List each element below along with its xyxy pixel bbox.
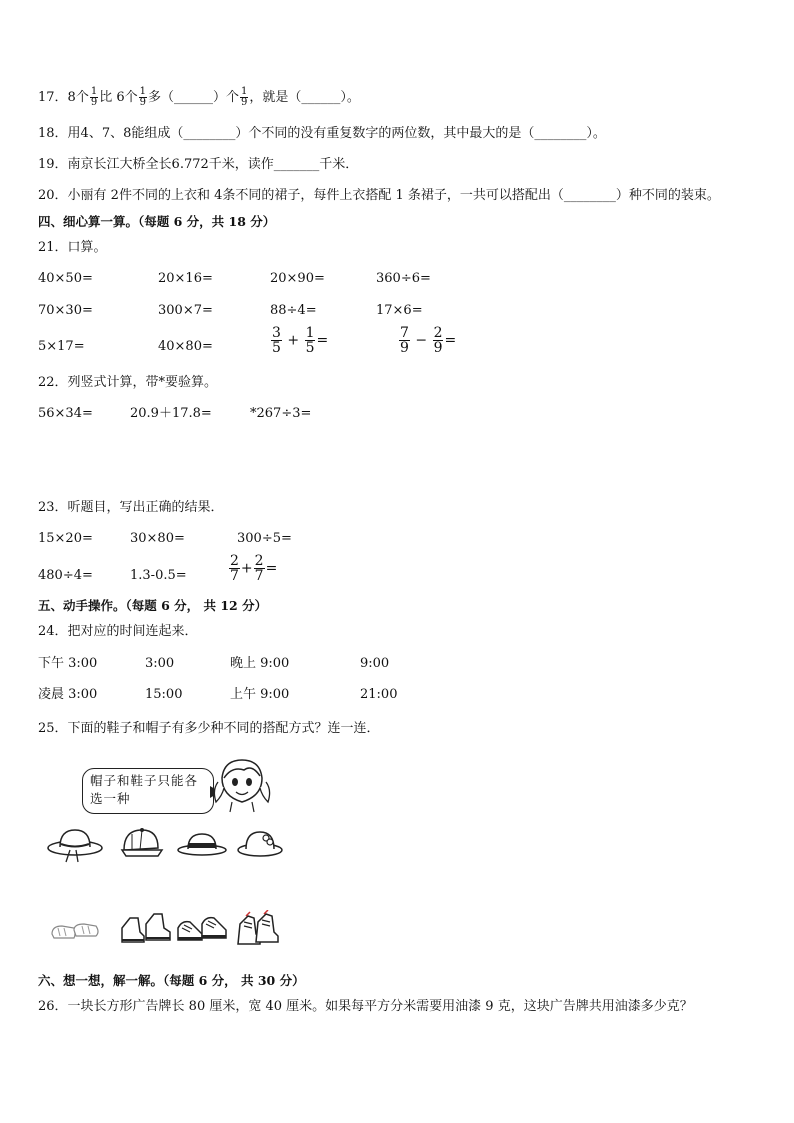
numerator: 1 <box>139 86 146 97</box>
calc-item: 70×30= <box>38 303 93 318</box>
sandal-shoes-icon <box>48 916 102 944</box>
calc-item: 300×7= <box>158 303 213 318</box>
q17-part-b: 比 6个 <box>99 90 138 105</box>
fraction <box>399 326 410 355</box>
calc-item: 1.3-0.5= <box>130 568 187 583</box>
denominator: 7 <box>254 568 264 584</box>
numerator: 2 <box>254 553 264 569</box>
time-item: 3:00 <box>145 656 175 671</box>
numerator: 1 <box>241 86 248 97</box>
calc-item: 40×80= <box>158 339 213 354</box>
q24-title: 24．把对应的时间连起来． <box>38 624 198 639</box>
q23-title: 23．听题目，写出正确的结果． <box>38 500 224 515</box>
q19-text: 19．南京长江大桥全长6.772千米，读作_______千米． <box>38 157 359 172</box>
fraction <box>271 326 282 355</box>
time-item: 21:00 <box>360 687 398 702</box>
boots-icon <box>118 910 172 946</box>
denominator: 9 <box>241 97 248 108</box>
numerator: 2 <box>433 325 443 341</box>
fraction <box>254 554 265 583</box>
section-4-title: 四、细心算一算。（每题 6 分，共 18 分） <box>38 214 276 229</box>
time-item: 9:00 <box>360 656 390 671</box>
numerator: 3 <box>272 325 281 341</box>
q25-title: 25．下面的鞋子和帽子有多少种不同的搭配方式？连一连． <box>38 721 380 736</box>
baseball-cap-icon <box>118 824 166 860</box>
equals: = <box>265 560 278 577</box>
time-item: 下午 3:00 <box>38 656 98 671</box>
numerator: 7 <box>400 325 409 341</box>
denominator: 9 <box>90 97 98 108</box>
fraction-expression <box>270 326 328 355</box>
fraction <box>139 87 147 108</box>
numerator: 1 <box>305 325 315 341</box>
q17-part-e: ，就是（ <box>249 90 302 105</box>
time-item: 15:00 <box>145 687 183 702</box>
calc-item: 5×17= <box>38 339 85 354</box>
calc-item: 56×34= <box>38 406 93 421</box>
denominator: 7 <box>230 568 239 584</box>
girl-face-icon <box>212 756 272 814</box>
fraction-expression <box>228 554 277 583</box>
calc-item: 20.9＋17.8= <box>130 406 212 421</box>
high-top-shoes-icon <box>236 910 280 948</box>
fraction <box>240 87 248 108</box>
denominator: 9 <box>139 97 146 108</box>
answer-blank[interactable]: ______ <box>301 90 341 105</box>
calc-item: 88÷4= <box>270 303 317 318</box>
numerator: 2 <box>230 553 239 569</box>
q17-part-c: 多（ <box>147 90 174 105</box>
fraction <box>305 326 316 355</box>
bonnet-hat-icon <box>236 824 284 860</box>
calc-item: 360÷6= <box>376 271 431 286</box>
q20-text: 20．小丽有 2件不同的上衣和 4条不同的裙子，每件上衣搭配 1 条裙子，一共可以搭配出（________）种不同的装束。 <box>38 188 720 203</box>
speech-bubble-text: 帽子和鞋子只能各选一种 <box>90 773 199 806</box>
calc-item: 15×20= <box>38 531 93 546</box>
equals: = <box>444 332 457 349</box>
calc-item: 20×90= <box>270 271 325 286</box>
calc-item: 40×50= <box>38 271 93 286</box>
fraction <box>90 87 98 108</box>
denominator: 9 <box>400 340 409 356</box>
time-item: 晚上 9:00 <box>230 656 290 671</box>
numerator: 1 <box>90 86 98 97</box>
sneakers-icon <box>176 912 228 944</box>
q22-title: 22．列竖式计算，带*要验算。 <box>38 375 218 390</box>
fraction-expression <box>398 326 456 355</box>
denominator: 5 <box>305 340 315 356</box>
calc-item: 30×80= <box>130 531 185 546</box>
equals: = <box>316 332 329 349</box>
time-item: 凌晨 3:00 <box>38 687 98 702</box>
calc-item: 480÷4= <box>38 568 93 583</box>
denominator: 5 <box>272 340 281 356</box>
fraction <box>229 554 240 583</box>
q21-title: 21．口算。 <box>38 240 107 255</box>
time-item: 上午 9:00 <box>230 687 290 702</box>
sun-hat-icon <box>46 822 104 864</box>
fedora-hat-icon <box>176 828 228 860</box>
denominator: 9 <box>433 340 443 356</box>
calc-item: 17×6= <box>376 303 423 318</box>
section-6-title: 六、想一想，解一解。（每题 6 分， 共 30 分） <box>38 973 305 988</box>
q17-part-a: 17．8个 <box>38 90 89 105</box>
q17-line <box>38 87 360 108</box>
answer-blank[interactable]: ______ <box>174 90 213 105</box>
operator: − <box>415 332 428 349</box>
q26-text: 26．一块长方形广告牌长 80 厘米，宽 40 厘米。如果每平方分米需要用油漆 9 克，这块广告牌共用油漆多少克？ <box>38 999 693 1014</box>
calc-item: 20×16= <box>158 271 213 286</box>
q18-text: 18．用4、7、8能组成（________）个不同的没有重复数字的两位数，其中最大的是（________）。 <box>38 126 606 141</box>
calc-item: *267÷3= <box>250 406 312 421</box>
section-5-title: 五、动手操作。（每题 6 分， 共 12 分） <box>38 598 268 613</box>
calc-item: 300÷5= <box>237 531 292 546</box>
operator: + <box>240 560 253 577</box>
fraction <box>433 326 444 355</box>
q17-part-d: ）个 <box>213 90 240 105</box>
operator: + <box>287 332 300 349</box>
q17-part-f: ）。 <box>340 90 360 105</box>
